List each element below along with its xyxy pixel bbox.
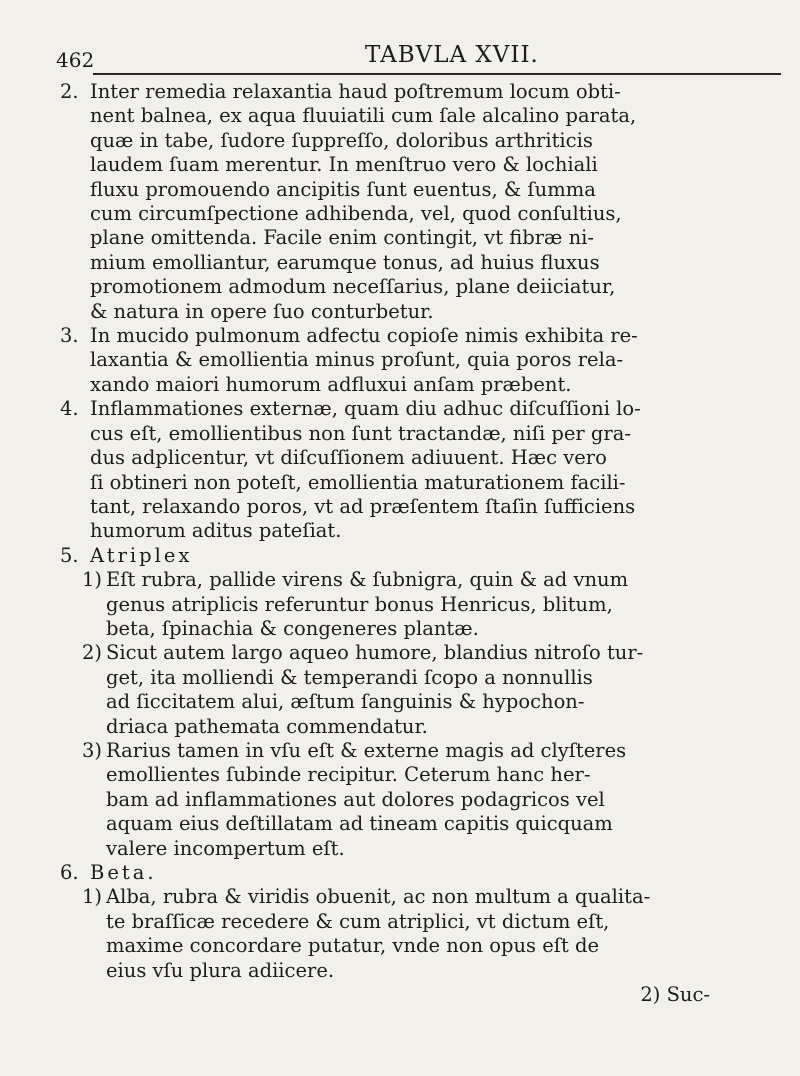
page-header — [0, 30, 800, 70]
section-heading: Beta. — [90, 861, 157, 884]
subparagraph-number: 3) — [82, 738, 103, 762]
subparagraph-3 — [82, 739, 750, 861]
text-line: mium emolliantur, earumque tonus, ad huius fluxus — [90, 250, 600, 274]
text-line: quæ in tabe, ſudore ſuppreſſo, doloribus arthriticis — [90, 128, 593, 152]
text-line: Inflammationes externæ, quam diu adhuc diſcuſſioni lo- — [90, 397, 641, 421]
paragraph-4 — [60, 397, 750, 543]
subparagraph-number: 1) — [82, 885, 103, 909]
text-line: cus eſt, emollientibus non ſunt tractandæ, niſi per gra- — [90, 421, 631, 445]
text-line: plane omittenda. Facile enim contingit, vt fibræ ni- — [90, 226, 594, 250]
section-beta — [60, 861, 750, 983]
subparagraph-1 — [82, 568, 750, 641]
text-line: get, ita molliendi & temperandi ſcopo a nonnullis — [106, 665, 593, 689]
text-line: Alba, rubra & viridis obuenit, ac non multum a qualita- — [106, 885, 651, 909]
paragraph-number: 3. — [60, 324, 79, 348]
text-line: driaca pathemata commendatur. — [106, 714, 428, 738]
text-line: bam ad inflammationes aut dolores podagricos vel — [106, 787, 605, 811]
section-number: 6. — [60, 861, 79, 884]
text-line: dus adplicentur, vt diſcuſſionem adiuuent. Hæc vero — [90, 446, 607, 470]
subparagraph-number: 2) — [82, 641, 103, 665]
text-line: valere incompertum eſt. — [106, 836, 345, 860]
text-line: ad ſiccitatem alui, æſtum ſanguinis & hypochon- — [106, 690, 585, 714]
text-line: genus atriplicis referuntur bonus Henricus, blitum, — [106, 592, 613, 616]
text-line: promotionem admodum neceſſarius, plane deiiciatur, — [90, 275, 616, 299]
text-line: fluxu promouendo ancipitis ſunt euentus, & ſumma — [90, 177, 596, 201]
main-text — [60, 80, 750, 1007]
text-line: cum circumſpectione adhibenda, vel, quod conſultius, — [90, 202, 622, 226]
subparagraph-number: 1) — [82, 568, 103, 592]
subparagraph-1 — [82, 885, 750, 983]
text-line: Eſt rubra, pallide virens & ſubnigra, quin & ad vnum — [106, 568, 629, 592]
text-line: aquam eius deſtillatam ad tineam capitis quicquam — [106, 812, 613, 836]
section-heading: Atriplex — [90, 543, 193, 567]
paragraph-3 — [60, 324, 750, 397]
text-line: Inter remedia relaxantia haud poſtremum locum obti- — [90, 80, 621, 103]
running-title: TABVLA XVII. — [365, 42, 539, 68]
header-rule — [93, 73, 781, 75]
text-line: laxantia & emollientia minus proſunt, quia poros rela- — [90, 348, 624, 372]
subparagraph-2 — [82, 641, 750, 739]
text-line: humorum aditus pateſiat. — [90, 519, 342, 543]
text-line: tant, relaxando poros, vt ad præſentem ſtaſin ſufficiens — [90, 494, 636, 518]
paragraph-2 — [60, 80, 750, 324]
text-line: beta, ſpinachia & congeneres plantæ. — [106, 616, 479, 640]
text-line: Sicut autem largo aqueo humore, blandius nitroſo tur- — [106, 641, 644, 665]
text-line: laudem ſuam merentur. In menſtruo vero & lochiali — [90, 153, 598, 177]
paragraph-number: 4. — [60, 397, 79, 421]
text-line: & natura in opere ſuo conturbetur. — [90, 299, 434, 323]
text-line: In mucido pulmonum adfectu copioſe nimis exhibita re- — [90, 324, 638, 348]
text-line: nent balnea, ex aqua fluuiatili cum ſale alcalino parata, — [90, 104, 637, 128]
paragraph-number: 2. — [60, 80, 79, 103]
text-line: ſi obtineri non poteſt, emollientia maturationem facili- — [90, 470, 626, 494]
section-atriplex — [60, 544, 750, 861]
text-line: eius vſu plura adiicere. — [106, 958, 335, 982]
page-number: 462 — [56, 48, 95, 72]
text-line: maxime concordare putatur, vnde non opus eſt de — [106, 934, 600, 958]
catchword: 2) Suc- — [640, 983, 710, 1007]
text-line: Rarius tamen in vſu eſt & externe magis ad clyſteres — [106, 738, 627, 762]
section-number: 5. — [60, 543, 79, 567]
text-line: xando maiori humorum adfluxui anſam præbent. — [90, 372, 572, 396]
text-line: te braſſicæ recedere & cum atriplici, vt dictum eſt, — [106, 909, 610, 933]
text-line: emollientes ſubinde recipitur. Ceterum hanc her- — [106, 763, 591, 787]
